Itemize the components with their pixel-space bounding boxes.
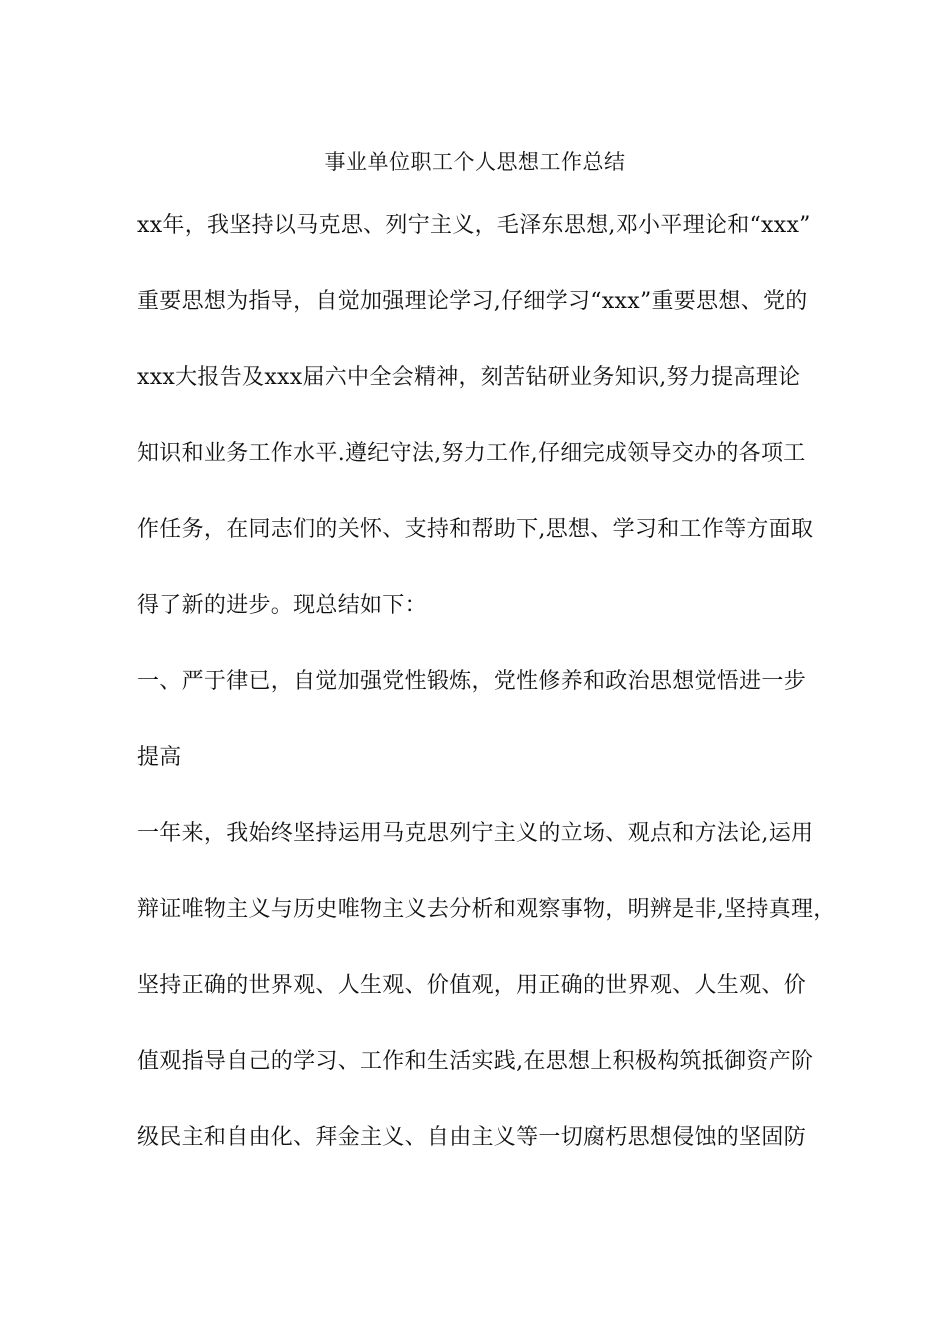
paragraph-line: 坚持正确的世界观、人生观、价值观，用正确的世界观、人生观、价 [137, 973, 807, 998]
document-body [137, 208, 837, 1196]
paragraph-line: 得了新的进步。现总结如下： [137, 593, 427, 618]
paragraph-line: 级民主和自由化、拜金主义、自由主义等一切腐朽思想侵蚀的坚固防 [137, 1125, 807, 1150]
paragraph-line: xx年，我坚持以马克思、列宁主义，毛泽东思想,邓小平理论和“xxx” [137, 213, 811, 238]
paragraph-line: 重要思想为指导，自觉加强理论学习,仔细学习“xxx”重要思想、党的 [137, 289, 808, 314]
paragraph-line: 辩证唯物主义与历史唯物主义去分析和观察事物，明辨是非,坚持真理， [137, 897, 836, 922]
paragraph-line: 一年来，我始终坚持运用马克思列宁主义的立场、观点和方法论,运用 [137, 821, 814, 846]
paragraph-line: 值观指导自己的学习、工作和生活实践,在思想上积极构筑抵御资产阶 [137, 1049, 814, 1074]
section-heading-line: 一、严于律已，自觉加强党性锻炼，党性修养和政治思想觉悟进一步 [137, 669, 807, 694]
paragraph-line: xxx大报告及xxx届六中全会精神，刻苦钻研业务知识,努力提高理论 [137, 365, 801, 390]
paragraph-line: 知识和业务工作水平.遵纪守法,努力工作,仔细完成领导交办的各项工 [137, 441, 806, 466]
paragraph-line: 作任务，在同志们的关怀、支持和帮助下,思想、学习和工作等方面取 [137, 517, 814, 542]
document-title: 事业单位职工个人思想工作总结 [324, 150, 626, 174]
section-heading-line: 提高 [137, 745, 182, 770]
